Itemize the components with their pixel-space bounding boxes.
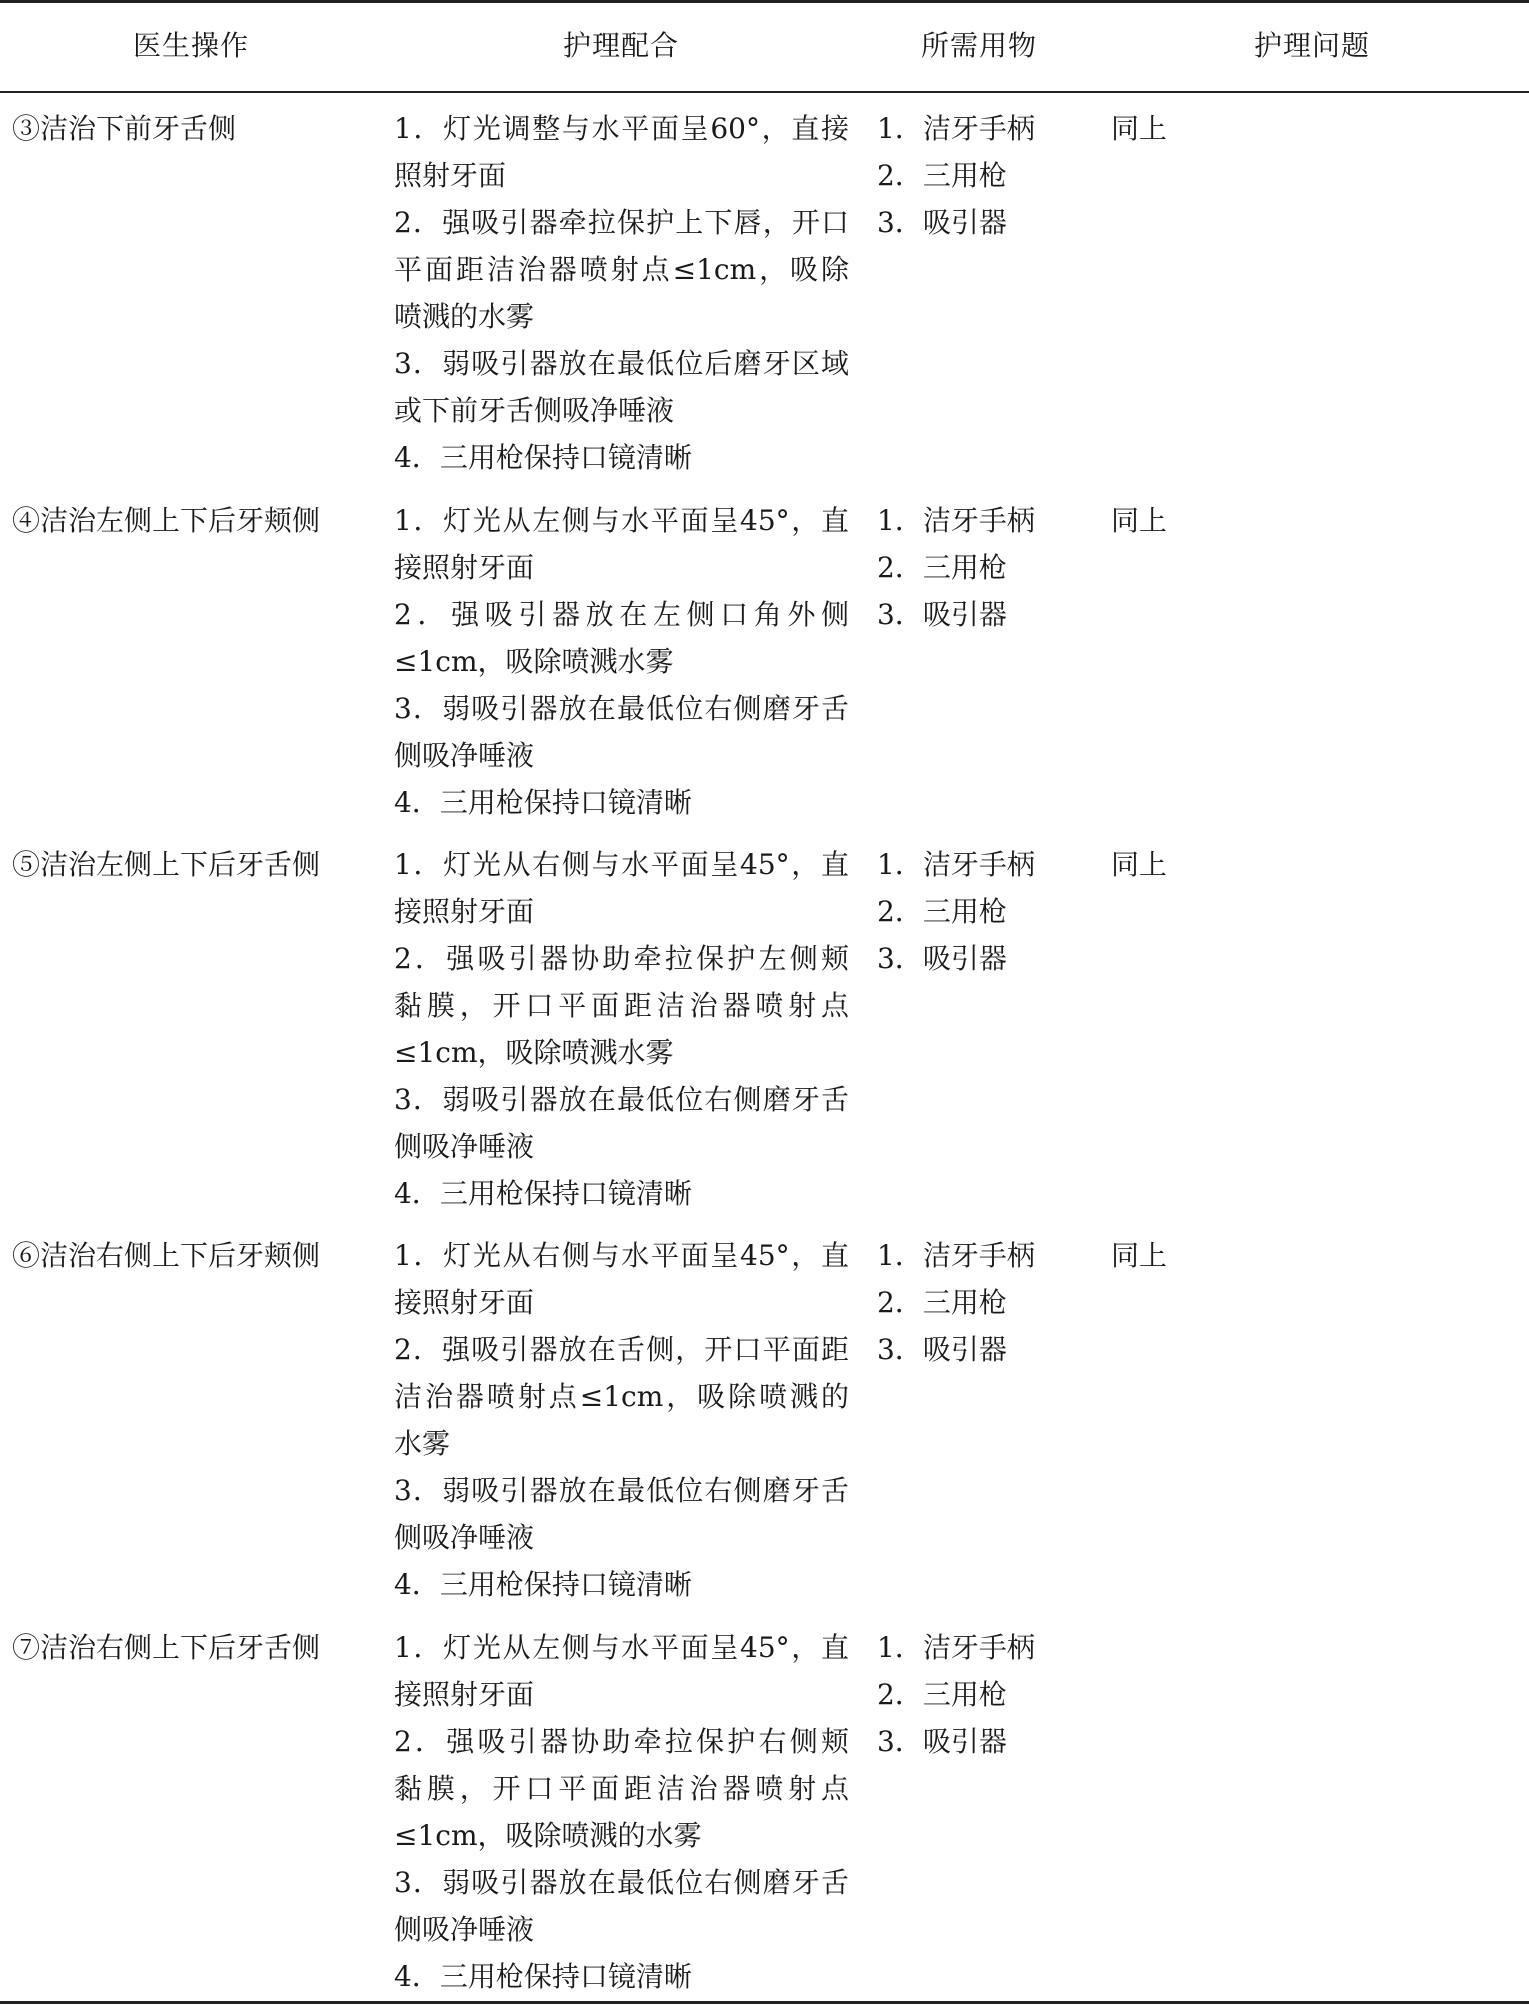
supply-item: 1．洁牙手柄 — [877, 1239, 1035, 1272]
nursing-line: 3．弱吸引器放在最低位右侧磨牙舌 — [394, 1866, 849, 1899]
nursing-issue-cell: 同上 — [1111, 504, 1168, 537]
nursing-line: ≤1cm，吸除喷溅水雾 — [394, 1036, 674, 1069]
supply-item: 3．吸引器 — [877, 598, 1007, 631]
doctor-operation-cell: ⑦洁治右侧上下后牙舌侧 — [12, 1631, 321, 1664]
nursing-line: 3．弱吸引器放在最低位右侧磨牙舌 — [394, 1083, 849, 1116]
nursing-line: 4．三用枪保持口镜清晰 — [394, 786, 692, 819]
nursing-line: 2．强吸引器协助牵拉保护左侧颊 — [394, 942, 849, 975]
table-bottom-rule — [0, 2001, 1529, 2004]
nursing-line: 侧吸净唾液 — [394, 739, 535, 772]
nursing-line: 水雾 — [394, 1427, 451, 1460]
supply-item: 3．吸引器 — [877, 942, 1007, 975]
nursing-line: 4．三用枪保持口镜清晰 — [394, 441, 692, 474]
doctor-operation-cell: ⑤洁治左侧上下后牙舌侧 — [12, 848, 321, 881]
required-supplies-cell — [877, 105, 1035, 246]
nursing-line: 1．灯光从左侧与水平面呈45°，直 — [394, 1631, 849, 1664]
nursing-line: 侧吸净唾液 — [394, 1130, 535, 1163]
nursing-line: 喷溅的水雾 — [394, 300, 535, 333]
supply-item: 3．吸引器 — [877, 1333, 1007, 1366]
nursing-line: 接照射牙面 — [394, 1286, 535, 1319]
nursing-line: 4．三用枪保持口镜清晰 — [394, 1177, 692, 1210]
nursing-line: 侧吸净唾液 — [394, 1913, 535, 1946]
nursing-cooperation-cell — [394, 497, 849, 826]
nursing-line: 洁治器喷射点≤1cm，吸除喷溅的 — [394, 1380, 849, 1413]
nursing-line: 1．灯光调整与水平面呈60°，直接 — [394, 112, 849, 145]
nursing-line: 接照射牙面 — [394, 551, 535, 584]
supply-item: 1．洁牙手柄 — [877, 1631, 1035, 1664]
nursing-line: 2．强吸引器协助牵拉保护右侧颊 — [394, 1725, 849, 1758]
header-required-supplies: 所需用物 — [921, 29, 1038, 62]
nursing-line: 2．强吸引器牵拉保护上下唇，开口 — [394, 206, 849, 239]
nursing-issue-cell: 同上 — [1111, 848, 1168, 881]
nursing-line: 1．灯光从右侧与水平面呈45°，直 — [394, 1239, 849, 1272]
supply-item: 3．吸引器 — [877, 206, 1007, 239]
doctor-operation-cell: ⑥洁治右侧上下后牙颊侧 — [12, 1239, 321, 1272]
nursing-line: 平面距洁治器喷射点≤1cm，吸除 — [394, 253, 849, 286]
required-supplies-cell — [877, 1232, 1035, 1373]
nursing-line: 1．灯光从右侧与水平面呈45°，直 — [394, 848, 849, 881]
nursing-issue-cell: 同上 — [1111, 112, 1168, 145]
doctor-operation-cell: ④洁治左侧上下后牙颊侧 — [12, 504, 321, 537]
header-nursing-cooperation: 护理配合 — [563, 29, 680, 62]
required-supplies-cell — [877, 1624, 1035, 1765]
supply-item: 2．三用枪 — [877, 551, 1007, 584]
nursing-cooperation-cell — [394, 1624, 849, 2000]
nursing-line: ≤1cm，吸除喷溅水雾 — [394, 645, 674, 678]
supply-item: 1．洁牙手柄 — [877, 848, 1035, 881]
nursing-line: 照射牙面 — [394, 159, 507, 192]
supply-item: 2．三用枪 — [877, 159, 1007, 192]
nursing-line: 3．弱吸引器放在最低位右侧磨牙舌 — [394, 692, 849, 725]
supply-item: 2．三用枪 — [877, 895, 1007, 928]
supply-item: 1．洁牙手柄 — [877, 112, 1035, 145]
nursing-cooperation-cell — [394, 1232, 849, 1608]
table-header-rule — [0, 91, 1529, 93]
nursing-line: 黏膜，开口平面距洁治器喷射点 — [394, 989, 849, 1022]
nursing-cooperation-cell — [394, 105, 849, 481]
doctor-operation-cell: ③洁治下前牙舌侧 — [12, 112, 237, 145]
nursing-line: 黏膜，开口平面距洁治器喷射点 — [394, 1772, 849, 1805]
required-supplies-cell — [877, 841, 1035, 982]
header-nursing-issues: 护理问题 — [1254, 29, 1371, 62]
nursing-line: 1．灯光从左侧与水平面呈45°，直 — [394, 504, 849, 537]
header-doctor-operation: 医生操作 — [133, 29, 250, 62]
nursing-line: 侧吸净唾液 — [394, 1521, 535, 1554]
supply-item: 3．吸引器 — [877, 1725, 1007, 1758]
nursing-line: 2．强吸引器放在左侧口角外侧 — [394, 598, 849, 631]
nursing-line: 接照射牙面 — [394, 895, 535, 928]
nursing-line: 3．弱吸引器放在最低位右侧磨牙舌 — [394, 1474, 849, 1507]
nursing-line: 3．弱吸引器放在最低位后磨牙区域 — [394, 347, 849, 380]
nursing-line: 4．三用枪保持口镜清晰 — [394, 1568, 692, 1601]
nursing-line: 或下前牙舌侧吸净唾液 — [394, 394, 675, 427]
nursing-cooperation-cell — [394, 841, 849, 1217]
nursing-line: 2．强吸引器放在舌侧，开口平面距 — [394, 1333, 849, 1366]
nursing-line: 4．三用枪保持口镜清晰 — [394, 1960, 692, 1993]
required-supplies-cell — [877, 497, 1035, 638]
nursing-line: 接照射牙面 — [394, 1678, 535, 1711]
nursing-line: ≤1cm，吸除喷溅的水雾 — [394, 1819, 702, 1852]
nursing-issue-cell: 同上 — [1111, 1239, 1168, 1272]
supply-item: 1．洁牙手柄 — [877, 504, 1035, 537]
supply-item: 2．三用枪 — [877, 1678, 1007, 1711]
supply-item: 2．三用枪 — [877, 1286, 1007, 1319]
